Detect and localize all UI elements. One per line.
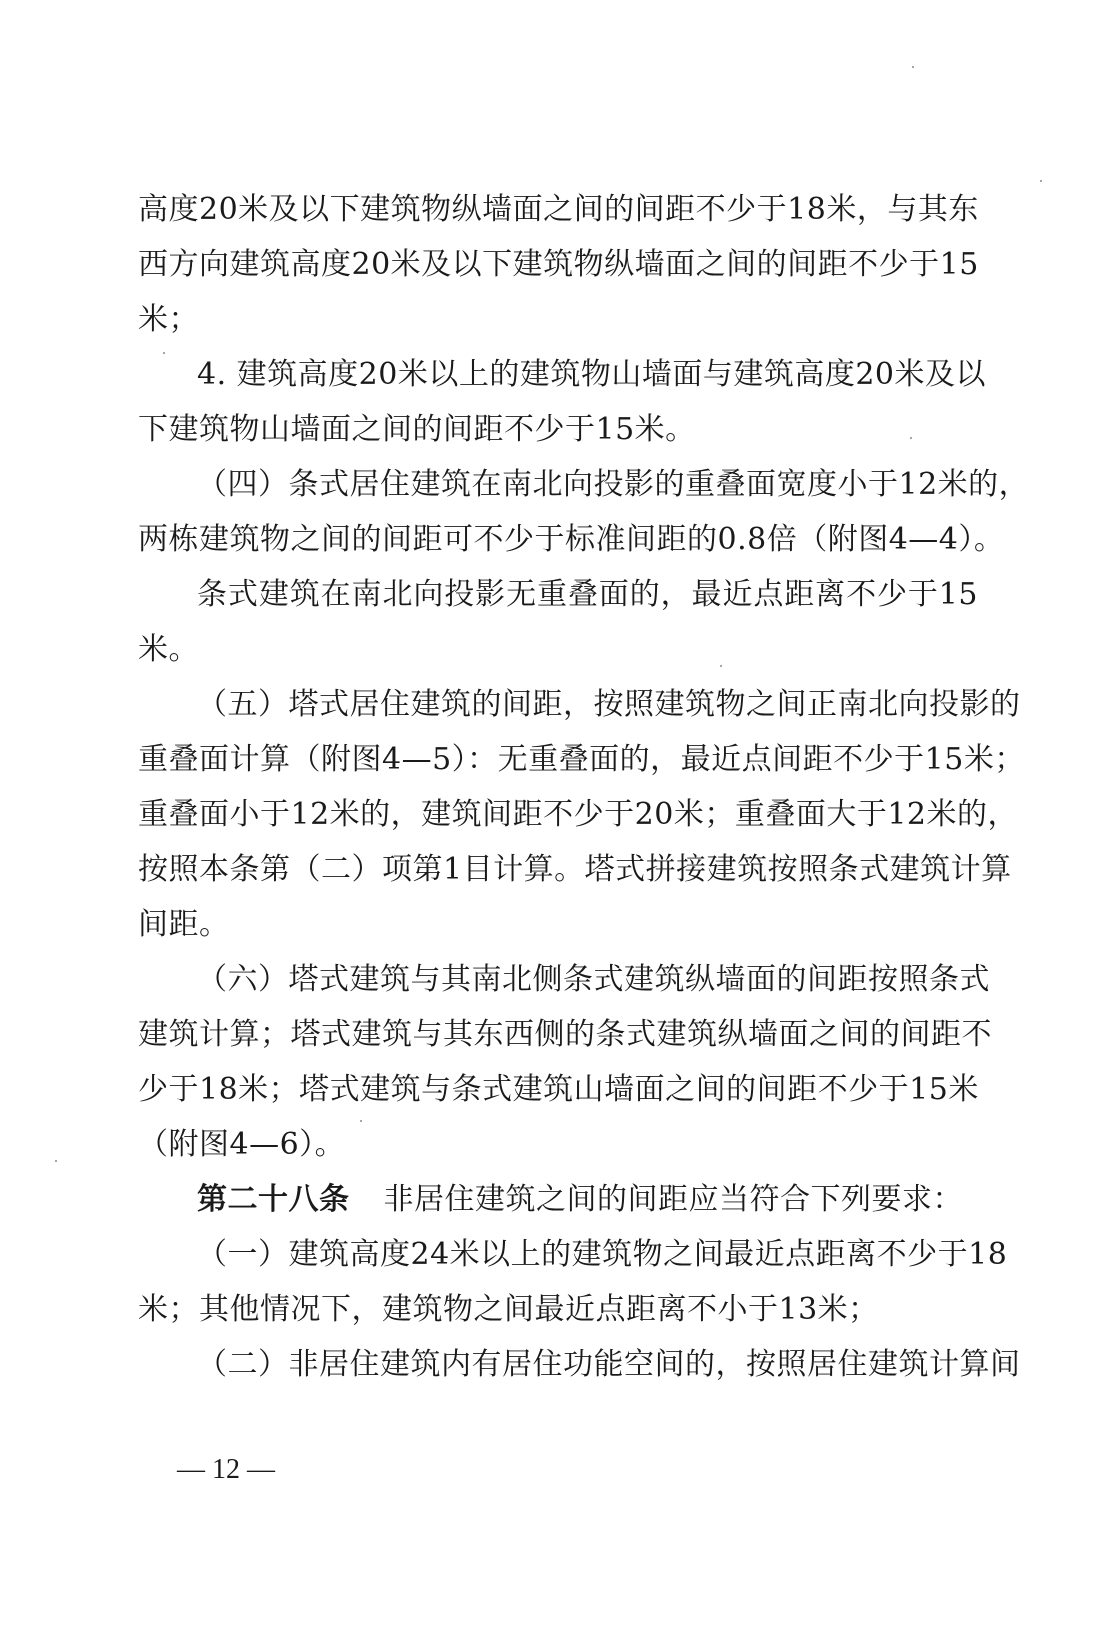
paragraph-first-line: 4. 建筑高度20米以上的建筑物山墙面与建筑高度20米及以 — [197, 357, 987, 392]
paragraph-first-line: （六）塔式建筑与其南北侧条式建筑纵墙面的间距按照条式 — [197, 962, 990, 997]
paragraph-first-line: （四）条式居住建筑在南北向投影的重叠面宽度小于12米的， — [197, 467, 1030, 502]
paragraph-first-line: （五）塔式居住建筑的间距，按照建筑物之间正南北向投影的 — [197, 687, 1021, 722]
text-line: 米； — [138, 302, 199, 337]
text-line: 米。 — [138, 632, 199, 667]
page-number: — 12 — — [177, 1454, 275, 1485]
article-heading: 第二十八条 — [197, 1182, 350, 1217]
paragraph-first-line: （二）非居住建筑内有居住功能空间的，按照居住建筑计算间 — [197, 1347, 1021, 1382]
scan-speck — [1040, 180, 1042, 182]
text-line: 建筑计算；塔式建筑与其东西侧的条式建筑纵墙面之间的间距不 — [138, 1017, 992, 1052]
scan-speck — [360, 1120, 362, 1122]
text-line: 重叠面计算（附图4—5）：无重叠面的，最近点间距不少于15米； — [138, 742, 1025, 777]
text-line: 下建筑物山墙面之间的间距不少于15米。 — [138, 412, 696, 447]
text-line: 少于18米；塔式建筑与条式建筑山墙面之间的间距不少于15米 — [138, 1072, 979, 1107]
text-line: 重叠面小于12米的，建筑间距不少于20米；重叠面大于12米的， — [138, 797, 1019, 832]
text-line: 西方向建筑高度20米及以下建筑物纵墙面之间的间距不少于15 — [138, 247, 979, 282]
text-line: 间距。 — [138, 907, 230, 942]
scan-speck — [720, 665, 722, 667]
text-line: 高度20米及以下建筑物纵墙面之间的间距不少于18米，与其东 — [138, 192, 979, 227]
article-line — [197, 1180, 978, 1220]
text-line: 按照本条第（二）项第1目计算。塔式拼接建筑按照条式建筑计算 — [138, 852, 1012, 887]
text-line: （附图4—6）。 — [138, 1127, 346, 1162]
text-line: 两栋建筑物之间的间距可不少于标准间距的0.8倍（附图4—4）。 — [138, 522, 1005, 557]
scan-speck — [910, 437, 912, 439]
paragraph-first-line: （一）建筑高度24米以上的建筑物之间最近点距离不少于18 — [197, 1237, 1008, 1272]
paragraph-first-line: 条式建筑在南北向投影无重叠面的，最近点距离不少于15 — [197, 577, 978, 612]
text-line: 米；其他情况下，建筑物之间最近点距离不小于13米； — [138, 1292, 879, 1327]
article-text: 非居住建筑之间的间距应当符合下列要求： — [383, 1182, 963, 1217]
scan-speck — [163, 352, 165, 354]
scan-speck — [912, 66, 914, 68]
scan-speck — [55, 1160, 57, 1162]
